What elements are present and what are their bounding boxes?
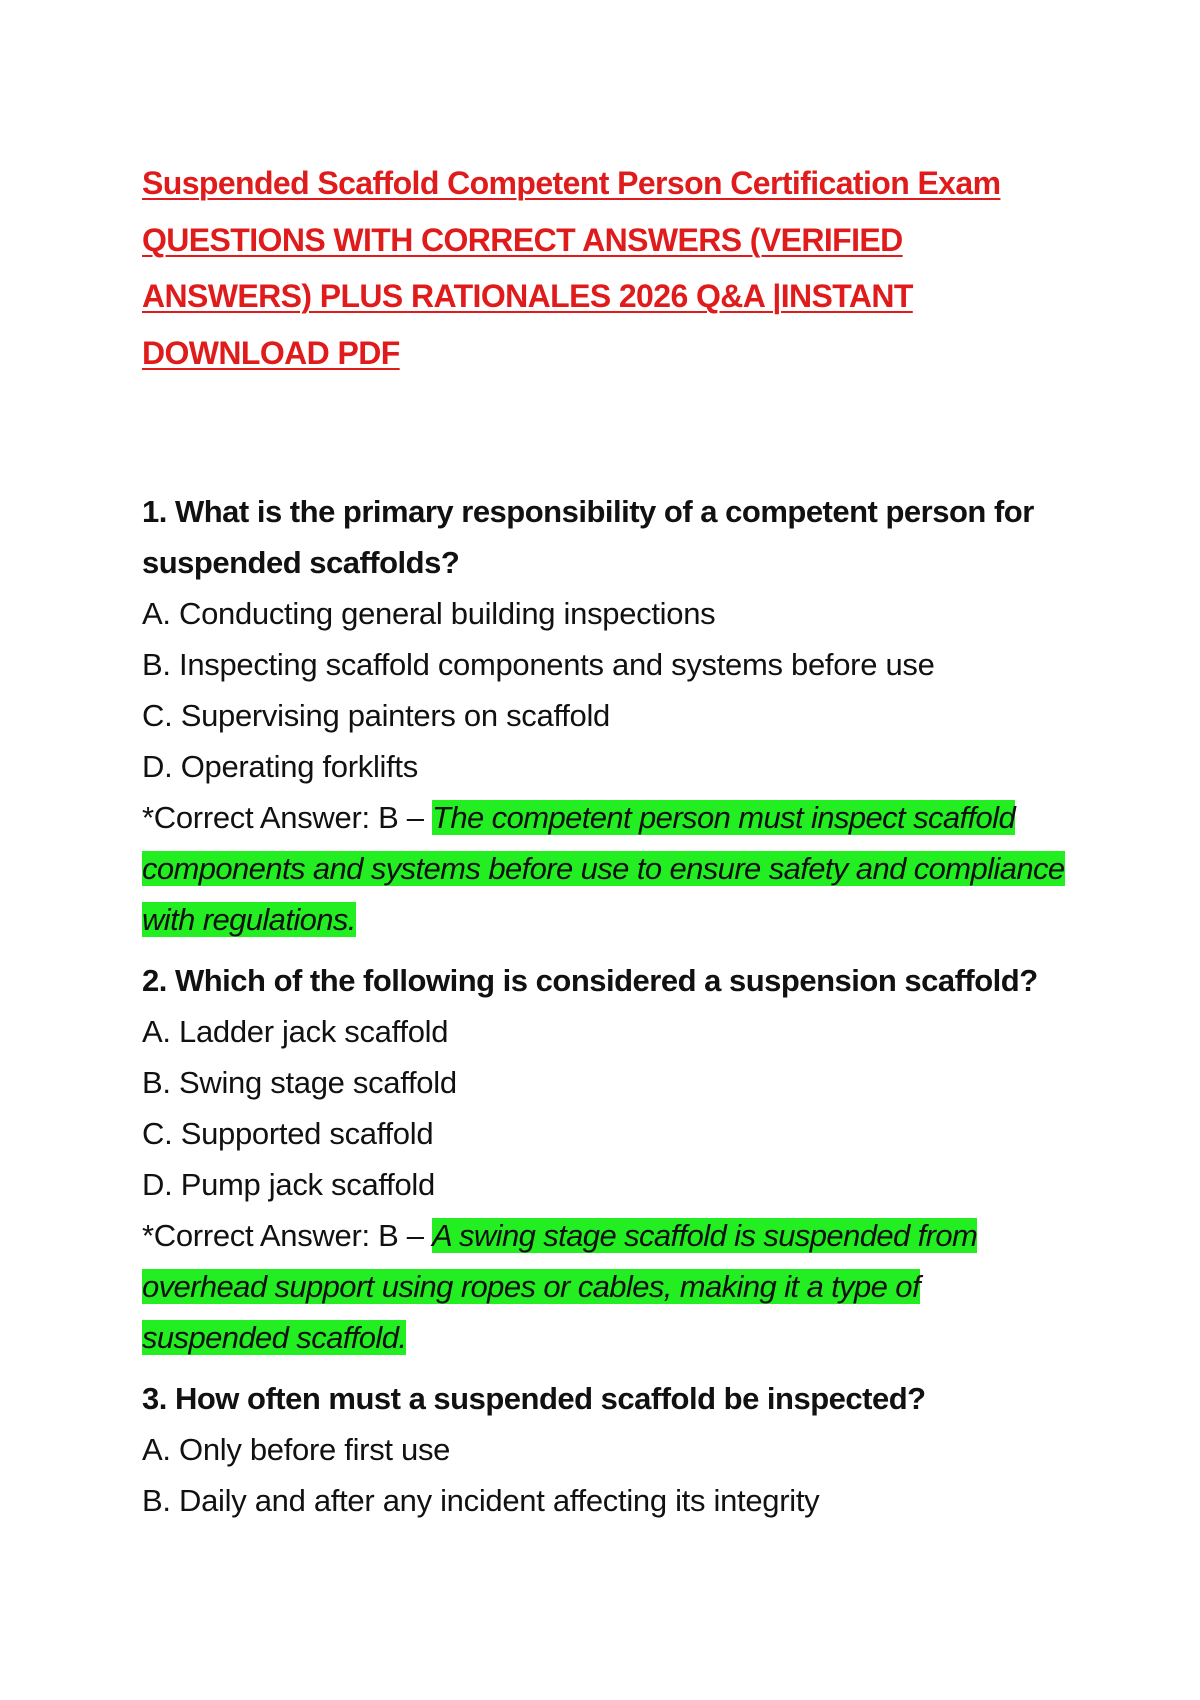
document-title: Suspended Scaffold Competent Person Certification Exam QUESTIONS WITH CORRECT ANSWERS (VERIFIED ANSWERS) PLUS RATIONALES 2026 Q&A |INSTANT DOWNLOAD PDF [142,165,1001,371]
question-2 [142,955,1072,1363]
correct-answer [142,792,1072,945]
question-stem: 3. How often must a suspended scaffold be inspected? [142,1381,926,1416]
answer-label: *Correct Answer: B – [142,800,433,835]
option-b: B. Swing stage scaffold [142,1065,457,1100]
correct-answer [142,1210,1072,1363]
question-list [142,486,1072,1526]
document-page [142,155,1072,1536]
option-list [142,1424,1072,1526]
option-b: B. Daily and after any incident affecting its integrity [142,1483,820,1518]
option-d: D. Operating forklifts [142,749,418,784]
question-1 [142,486,1072,945]
option-a: A. Only before first use [142,1432,451,1467]
option-list [142,1006,1072,1210]
answer-rationale: The competent person must inspect scaffold components and systems before use to ensure safety and compliance with regulations. [142,800,1065,937]
answer-rationale: A swing stage scaffold is suspended from overhead support using ropes or cables, making it a type of suspended scaffold. [142,1218,978,1355]
option-b: B. Inspecting scaffold components and systems before use [142,647,935,682]
option-c: C. Supervising painters on scaffold [142,698,610,733]
question-stem: 2. Which of the following is considered a suspension scaffold? [142,963,1038,998]
question-3 [142,1373,1072,1526]
option-d: D. Pump jack scaffold [142,1167,435,1202]
option-list [142,588,1072,792]
option-a: A. Ladder jack scaffold [142,1014,449,1049]
option-a: A. Conducting general building inspections [142,596,716,631]
question-stem: 1. What is the primary responsibility of a competent person for suspended scaffolds? [142,494,1034,580]
option-c: C. Supported scaffold [142,1116,434,1151]
answer-label: *Correct Answer: B – [142,1218,433,1253]
